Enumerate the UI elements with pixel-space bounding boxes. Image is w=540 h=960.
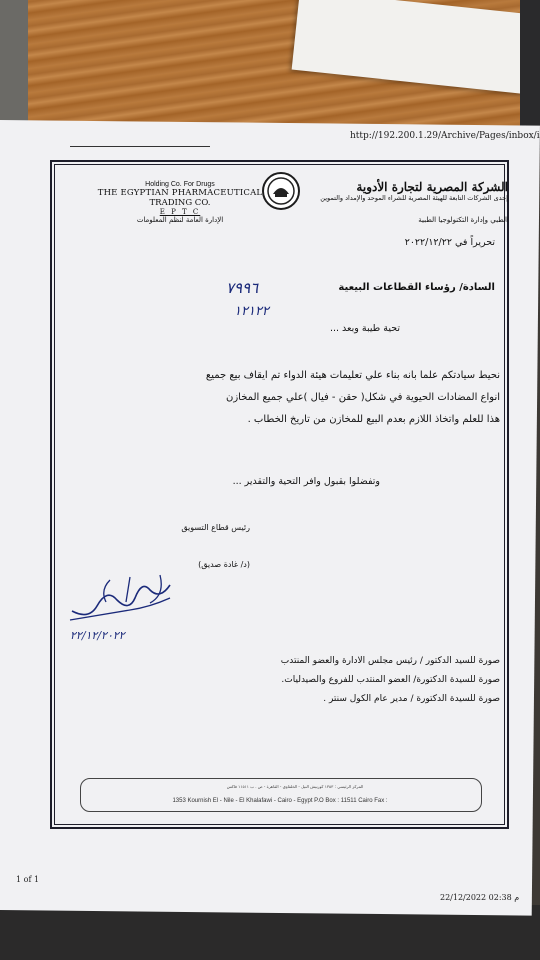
letter-date: تحريراً في ٢٠٢٢/١٢/٢٢ [404, 237, 495, 248]
print-timestamp: 22/12/2022 02:38 م [440, 893, 520, 902]
svg-text:٢٢/١٢/٢٠٢٢: ٢٢/١٢/٢٠٢٢ [70, 629, 125, 642]
closing-line: وتفضلوا بقبول وافر التحية والتقدير ... [232, 476, 380, 487]
footer-address-english: 1353 Kournish El - Nile - El Khalafawi - Cairo - Egypt P.O Box : 11511 Cairo Fax : [172, 798, 388, 804]
body-line: انواع المضادات الحيوية في شكل( حقن - فيال )علي جميع المخازن [226, 392, 500, 403]
copies-list [200, 652, 500, 709]
copy-line: صورة للسيدة الدكتورة/ العضو المنتدب للفروع والصيدليات. [281, 675, 500, 685]
signatory-title: رئيس قطاع التسويق [181, 523, 250, 532]
letterhead-arabic [300, 180, 508, 224]
copy-line: صورة للسيدة الدكتورة / مدير عام الكول سنتر . [323, 694, 500, 704]
header-rule [70, 146, 210, 147]
signatory-name: (د/ غادة صديق) [198, 560, 250, 569]
print-url: http://192.200.1.29/Archive/Pages/inbox/i [350, 131, 540, 141]
greeting: تحية طيبة وبعد ... [329, 323, 400, 334]
letterhead-english [95, 181, 265, 224]
handwritten-reference [222, 275, 288, 323]
company-logo-icon [262, 172, 300, 210]
body-line: نحيط سيادتكم علما بانه بناء علي تعليمات هيئة الدواء تم ايقاف بيع جميع [205, 370, 500, 381]
recipient-line: السادة/ رؤساء القطاعات البيعية [338, 282, 495, 293]
footer-address-arabic: المركز الرئيسي : ١٣٥٣ كورنيش النيل - الخلفاوي - القاهرة - ص . ب ١١٥١١ فاكس [226, 784, 364, 789]
page-count: 1 of 1 [16, 875, 40, 884]
letterhead-line: TRADING CO. [149, 198, 211, 208]
letterhead-company: THE EGYPTIAN PHARMACEUTICAL [97, 188, 263, 198]
company-department: الطبي وإدارة التكنولوجيا الطبية [418, 216, 508, 224]
letter-border [50, 160, 509, 829]
letter-body [100, 365, 500, 431]
hand-number-1: ٧٩٩٦ [226, 279, 259, 297]
handwritten-signature [50, 565, 230, 645]
letterhead-department: الإدارة العامة لنظم المعلومات [136, 216, 224, 224]
letterhead-line: Holding Co. For Drugs [145, 181, 215, 188]
company-title: الشركة المصرية لتجارة الأدوية [356, 180, 508, 194]
company-subtitle: إحدى الشركات التابعة للهيئة المصرية للشراء الموحد والإمداد والتموين [320, 194, 508, 202]
letterhead-abbrev: E P T C [159, 208, 201, 216]
hand-number-2: ١٢١٢٢ [234, 304, 269, 319]
desk-edge [0, 0, 28, 135]
body-line: هذا للعلم واتخاذ اللازم بعدم البيع للمخازن من تاريخ الخطاب . [247, 414, 500, 425]
copy-line: صورة للسيد الدكتور / رئيس مجلس الادارة والعضو المنتدب [280, 656, 500, 666]
